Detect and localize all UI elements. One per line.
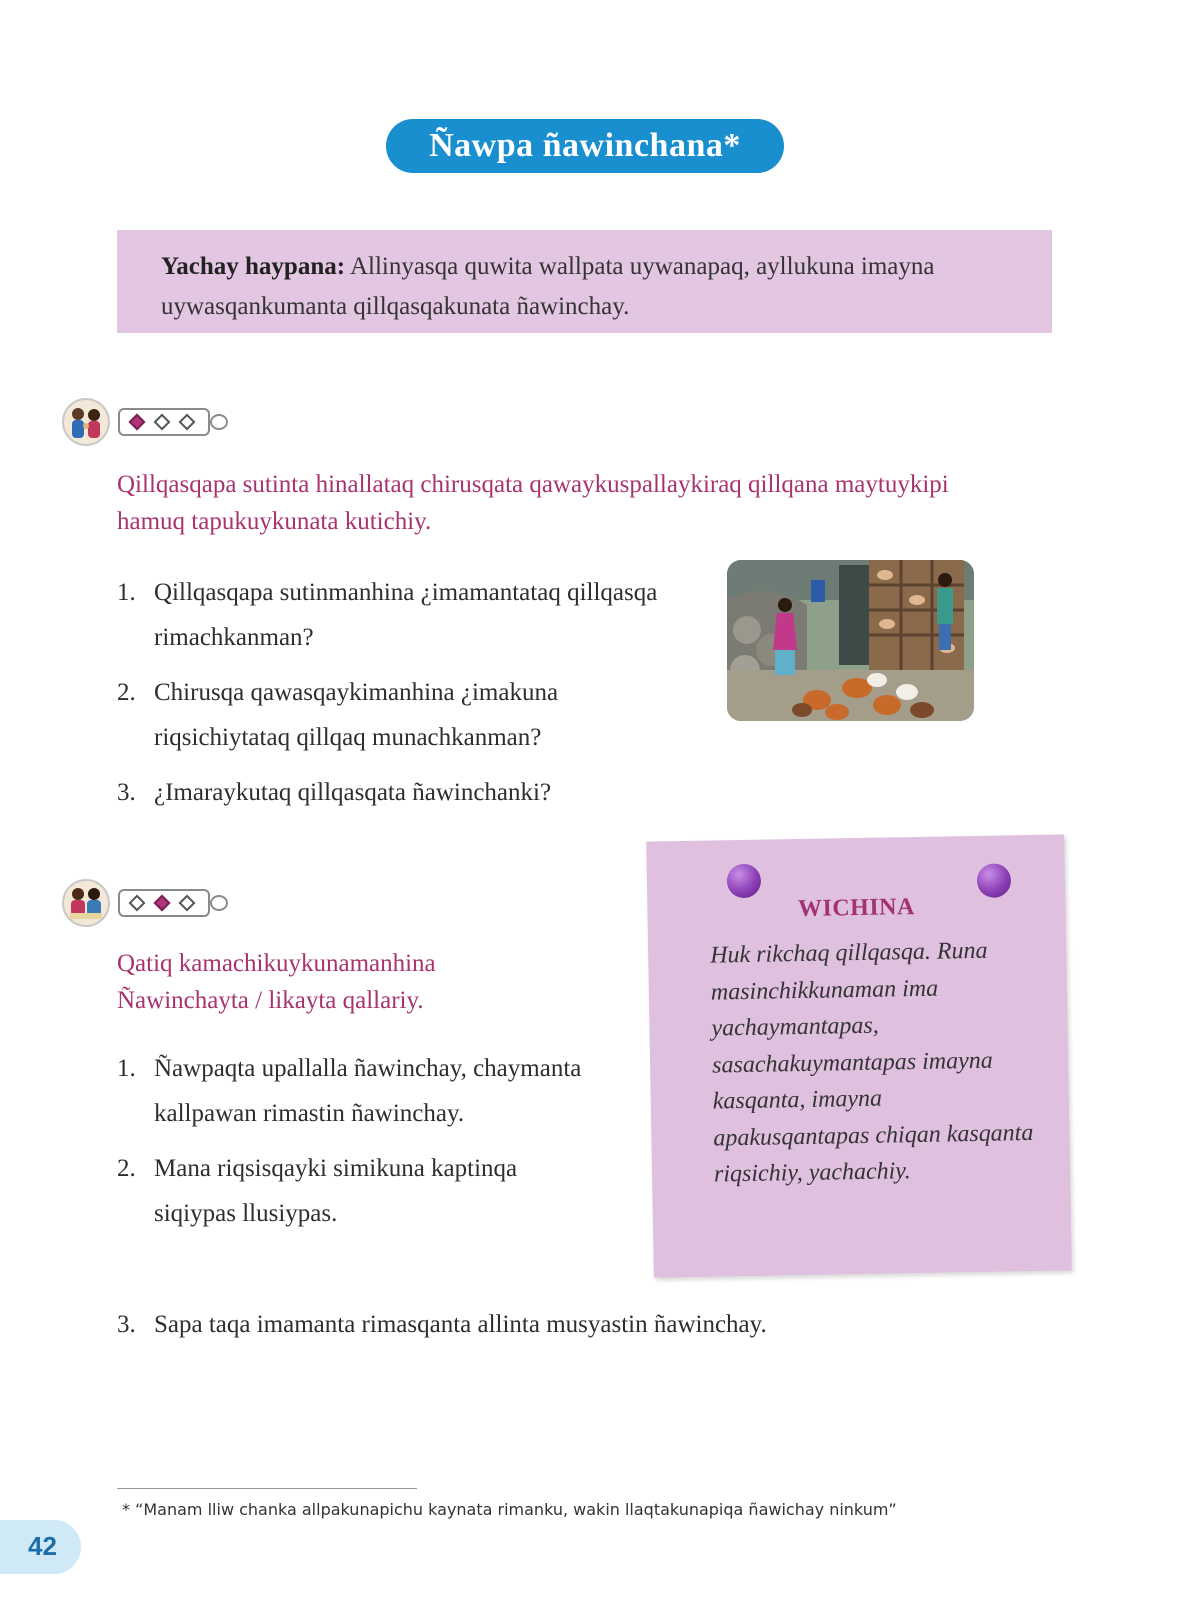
list-item <box>117 1146 597 1236</box>
note-body: Huk rikchaq qillqasqa. Runa masinchikkunaman ima yachaymantapas, sasachakuymantapas imayna kasqanta, imayna apakusqantapas chiqan kasqanta riqsichiy, yachachiy. <box>709 937 1034 1188</box>
list-item <box>117 770 662 815</box>
item-number: 3. <box>117 779 136 806</box>
item-number: 2. <box>117 1155 136 1182</box>
list-item <box>117 570 662 660</box>
activity2-header <box>62 879 242 931</box>
list-item <box>117 670 662 760</box>
page-number: 42 <box>28 1531 57 1561</box>
page-title: Ñawpa ñawinchana* <box>386 119 784 173</box>
item-text: Mana riqsisqayki simikuna kaptinqa siqiypas llusiypas. <box>154 1155 518 1227</box>
item-number: 3. <box>117 1311 136 1338</box>
footnote-divider <box>117 1488 417 1489</box>
item-text: Sapa taqa imamanta rimasqanta allinta musyastin ñawinchay. <box>154 1311 767 1338</box>
diamond-filled-icon <box>129 414 146 431</box>
difficulty-tag <box>118 408 210 436</box>
tag-hole <box>210 414 228 430</box>
two-children-avatar-icon <box>62 398 110 446</box>
difficulty-tag <box>118 889 210 917</box>
activity1-instruction: Qillqasqapa sutinta hinallataq chirusqata qawaykuspallaykiraq qillqana maytuykipi hamuq tapukuykunata kutichiy. <box>117 471 949 535</box>
activity1-header <box>62 398 242 450</box>
pushpin-icon <box>727 864 762 899</box>
diamond-empty-icon <box>179 895 196 912</box>
diamond-filled-icon <box>154 895 171 912</box>
activity2-instruction: Qatiq kamachikuykunamanhina Ñawinchayta / likayta qallariy. <box>117 950 436 1014</box>
diamond-empty-icon <box>154 414 171 431</box>
item-text: Qillqasqapa sutinmanhina ¿imamantataq qillqasqa rimachkanman? <box>154 579 658 651</box>
note-title: WICHINA <box>797 894 916 923</box>
item-text: Chirusqa qawasqaykimanhina ¿imakuna riqsichiytataq qillqaq munachkanman? <box>154 679 559 751</box>
activity2-steps-cont <box>117 1302 1017 1357</box>
sticky-note <box>646 834 1072 1277</box>
list-item <box>117 1302 1017 1347</box>
goal-label: Yachay haypana: <box>161 253 346 280</box>
activity1-questions <box>117 570 662 825</box>
item-text: ¿Imaraykutaq qillqasqata ñawinchanki? <box>154 779 552 806</box>
item-number: 2. <box>117 679 136 706</box>
farm-illustration <box>727 560 974 721</box>
learning-goal-box <box>117 230 1052 333</box>
two-readers-avatar-icon <box>62 879 110 927</box>
activity2-steps <box>117 1046 597 1246</box>
tag-hole <box>210 895 228 911</box>
diamond-empty-icon <box>129 895 146 912</box>
item-number: 1. <box>117 579 136 606</box>
footnote: * “Manam lliw chanka allpakunapichu kaynata rimanku, wakin llaqtakunapiqa ñawichay ninkum” <box>122 1500 897 1519</box>
goal-text: Allinyasqa quwita wallpata uywanapaq, ayllukuna imayna uywasqankumanta qillqasqakunata ñawinchay. <box>161 253 935 320</box>
diamond-empty-icon <box>179 414 196 431</box>
item-number: 1. <box>117 1055 136 1082</box>
item-text: Ñawpaqta upallalla ñawinchay, chaymanta kallpawan rimastin ñawinchay. <box>154 1055 582 1127</box>
list-item <box>117 1046 597 1136</box>
